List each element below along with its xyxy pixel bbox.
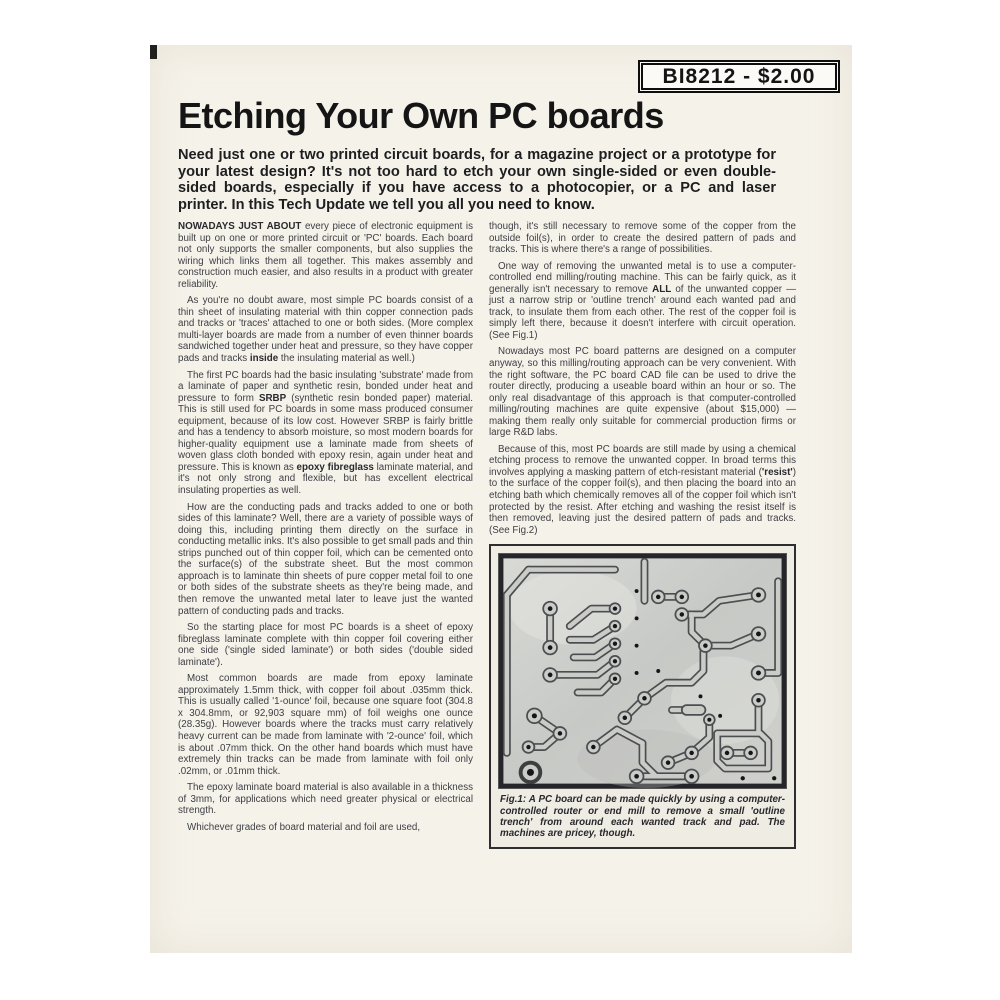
paragraph-bold-word: ALL xyxy=(652,283,672,295)
article-columns xyxy=(178,221,796,849)
paragraph-text: the insulating material as well.) xyxy=(278,353,415,365)
paragraph-lead: NOWADAYS JUST ABOUT xyxy=(178,221,302,232)
paragraph-text: As you're no doubt aware, most simple PC boards consist of a thin sheet of insulating material with thin copper connection pads and tracks or 'traces' attached to one or both sides. (More complex multi-layer boards are made from a number of even thinner boards sandwiched together under heat and pressure, so they have copper pads and tracks xyxy=(178,295,473,365)
paragraph xyxy=(178,370,473,497)
figure-1-caption: Fig.1: A PC board can be made quickly by using a computer-controlled router or end mill to remove a small 'outline trench' from around each wanted track and pad. The machines are pricey, though. xyxy=(500,794,785,840)
paragraph: Whichever grades of board material and foil are used, xyxy=(187,821,421,833)
paragraph-text: ) to the surface of the copper foil(s), and then placing the board into an etching bath which chemically removes all of the copper foil which isn't protected by the resist. After etching and washing the resist itself is then removed, leaving just the desired pattern of pads and tracks. (See Fig.2) xyxy=(489,466,796,536)
paragraph: How are the conducting pads and tracks added to one or both sides of this laminate? Well, there are a variety of possible ways of doing this, including printing them directly on the surface in conducting metallic inks. It's also possible to get small pads and thin strips punched out of thin copper foil, which can be cemented onto the surface(s) of the substrate sheet. But the most common approach is to laminate thin sheets of pure copper metal foil to one or both sides of the substrate sheets as they're being made, and then remove the unwanted metal later to leave just the wanted pattern of conducting pads and tracks. xyxy=(178,501,473,617)
paragraph xyxy=(178,221,473,290)
paragraph-text: laminate material, and it's not only strong and flexible, but has excellent electrical insulating properties as well. xyxy=(178,461,473,497)
paragraph xyxy=(489,444,796,536)
paragraph-text: (synthetic resin bonded paper) material. This is still used for PC boards in some mass produced consumer equipment, because of its low cost. However SRBP is fairly brittle and has a tendency to absorb moisture, so most modern boards for higher-quality equipment use a laminate made from sheets of woven glass cloth bonded with epoxy resin, again under heat and pressure. This is known as xyxy=(178,392,473,473)
pcb-pattern-image xyxy=(499,554,786,788)
paragraph-bold-word: inside xyxy=(249,353,279,365)
paragraph-text: every piece of electronic equipment is built up on one or more printed circuit or 'PC' boards. Each board not only supports the smaller components, but also supplies the wiring which links them all together. This makes assembly and construction much easier, and also results in a product with greater reliability. xyxy=(178,221,473,290)
paragraph-text: of the unwanted copper — just a narrow strip or 'outline trench' around each wanted pad and track, to insulate them from each other. The rest of the copper foil is simply left there, because it doesn't interfere with circuit operation. (See Fig.1) xyxy=(489,283,796,341)
paragraph-text: The first PC boards had the basic insulating 'substrate' made from a laminate of paper and synthetic resin, bonded under heat and pressure to form xyxy=(178,369,473,404)
scan-artifact-mark xyxy=(150,45,157,59)
paragraph: though, it's still necessary to remove some of the copper from the outside foil(s), in order to create the desired pattern of pads and tracks. This is where there's a range of possibilities. xyxy=(489,221,796,256)
paragraph xyxy=(489,261,796,342)
article-title: Etching Your Own PC boards xyxy=(178,95,664,136)
right-column xyxy=(489,221,796,849)
article-intro: Need just one or two printed circuit boards, for a magazine project or a prototype for your latest design? It's not too hard to etch your own single-sided or even double-sided boards, especially if you have access to a photocopier, or a PC and laser printer. In this Tech Update we tell you all you need to know. xyxy=(178,147,776,213)
figure-1 xyxy=(489,544,796,849)
paragraph-bold-word: SRBP xyxy=(258,392,287,404)
paragraph-text: Because of this, most PC boards are still made by using a chemical etching process to remove the unwanted copper. In broad terms this involves applying a masking pattern of etch-resistant material ( xyxy=(489,443,796,478)
pcb-photo xyxy=(498,553,787,789)
paragraph-bold-word: 'resist' xyxy=(761,466,793,478)
scanned-page xyxy=(150,45,852,953)
paragraph-bold-word: epoxy fibreglass xyxy=(296,461,374,473)
paragraph-text: One way of removing the unwanted metal is to use a computer-controlled end milling/routing machine. This can be fairly quick, as it generally isn't necessary to remove xyxy=(489,260,796,295)
paragraph: Most common boards are made from epoxy laminate approximately 1.5mm thick, with copper foil about .035mm thick. This is usually called '1-ounce' foil, because one square foot (304.8 x 304.8mm, or 92,903 square mm) of foil weighs one ounce (28.35g). However boards where the tracks must carry relatively heavy current can be made from laminate with '2-ounce' foil, which is about .07mm thick. On the other hand boards which must have extremely thin tracks can be made from laminate with foil only .02mm, or .01mm thick. xyxy=(178,673,473,777)
paragraph: Nowadays most PC board patterns are designed on a computer anyway, so this milling/routing approach can be very convenient. With the right software, the PC board CAD file can be used to drive the router directly, producing a useable board within an hour or so. The only real disadvantage of this approach is that computer-controlled milling/routing machines are quite expensive (about $15,000) — making them really only suitable for commercial production firms or large R&D labs. xyxy=(489,346,796,439)
paragraph: So the starting place for most PC boards is a sheet of epoxy fibreglass laminate complete with thin copper foil covering either one side ('single sided laminate') or both sides ('double sided laminate'). xyxy=(178,622,473,668)
paragraph xyxy=(178,295,473,364)
price-badge-text: BI8212 - $2.00 xyxy=(662,64,816,88)
left-column xyxy=(178,221,473,849)
paragraph: The epoxy laminate board material is also available in a thickness of 3mm, for applications which need greater physical or electrical strength. xyxy=(178,782,473,817)
price-badge xyxy=(638,60,840,93)
